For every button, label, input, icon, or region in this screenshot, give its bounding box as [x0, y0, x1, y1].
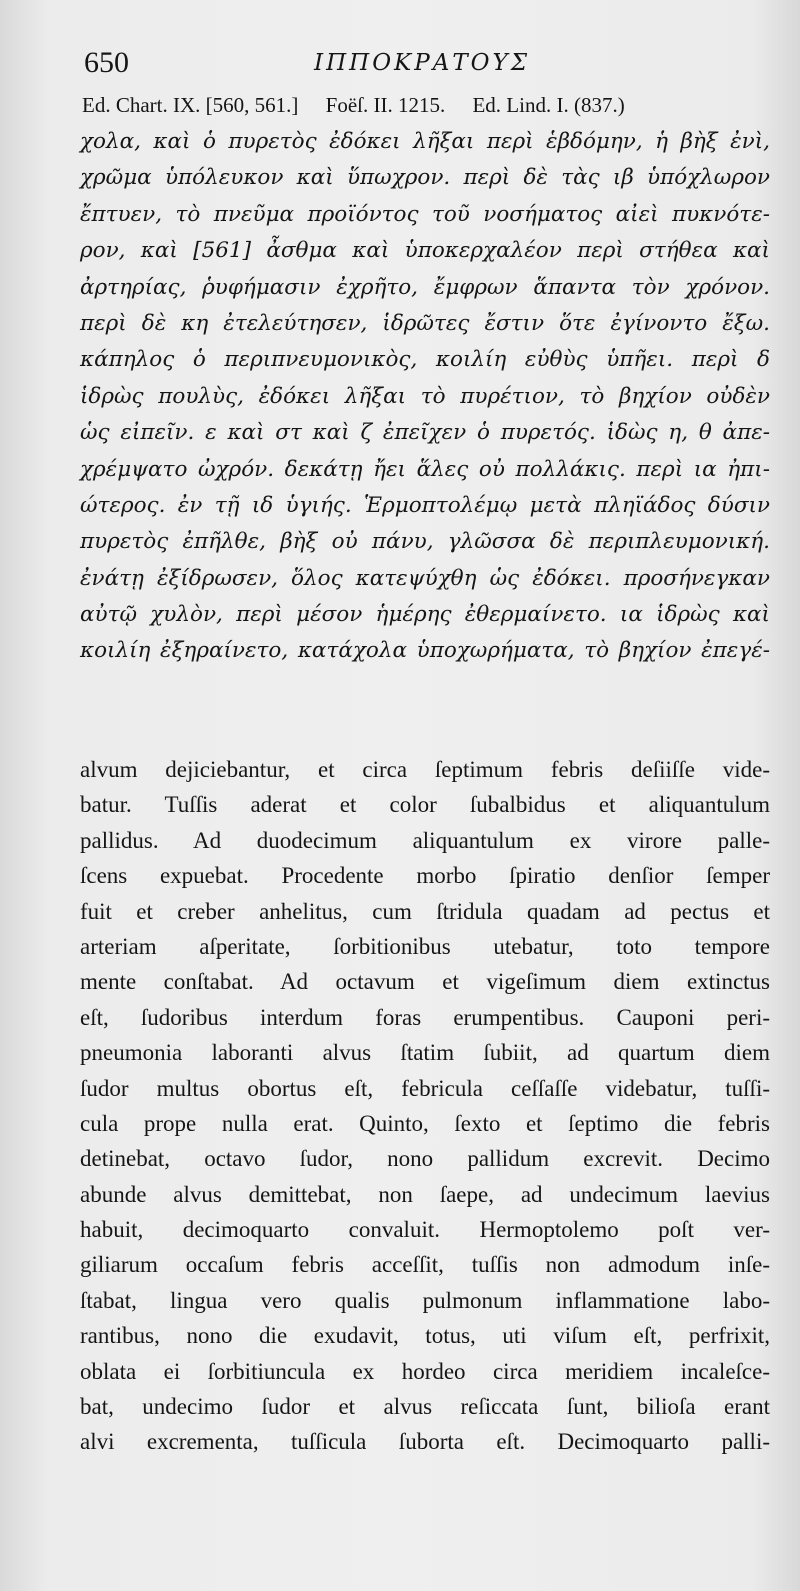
latin-text-line: eſt, ſudoribus interdum foras erumpentibus. Cauponi peri- [80, 1004, 770, 1030]
latin-text-line: pallidus. Ad duodecimum aliquantulum ex virore palle- [80, 827, 770, 853]
greek-text-line: ἐνάτῃ ἐξίδρωσεν, ὅλος κατεψύχθη ὡς ἐδόκει. προσήνεγκαν [80, 565, 770, 591]
latin-text-line: bat, undecimo ſudor et alvus reſiccata ſunt, bilioſa erant [80, 1394, 770, 1420]
latin-text-line: ſudor multus obortus eſt, febricula ceſſaſſe videbatur, tuſſi- [80, 1075, 770, 1101]
greek-text-line: ἔπτυεν, τὸ πνεῦμα προϊόντος τοῦ νοσήματος αἰεὶ πυκνότε- [80, 201, 770, 227]
page-header [64, 44, 740, 86]
greek-text-block [80, 124, 770, 670]
latin-text-line: mente conſtabat. Ad octavum et vigeſimum diem extinctus [80, 969, 770, 995]
edition-chart-ref: Ed. Chart. IX. [560, 561.] [82, 93, 299, 117]
page-number: 650 [84, 46, 129, 79]
latin-text-line: ſcens expuebat. Procedente morbo ſpiratio denſior ſemper [80, 863, 770, 889]
latin-text-line: arteriam aſperitate, ſorbitionibus utebatur, toto tempore [80, 933, 770, 959]
greek-text-line: κάπηλος ὁ περιπνευμονικὸς, κοιλίη εὐθὺς ὑπῆει. περὶ δ [80, 347, 770, 373]
section-divider [82, 735, 762, 736]
greek-text-line: ὡς εἰπεῖν. ε καὶ στ καὶ ζ ἐπεῖχεν ὁ πυρετός. ἱδὼς η, θ ἀπε- [80, 420, 770, 446]
greek-text-line: κοιλίη ἐξηραίνετο, κατάχολα ὑποχωρήματα, τὸ βηχίον ἐπεγέ- [80, 638, 770, 664]
latin-text-line: alvi excrementa, tuſſicula ſuborta eſt. Decimoquarto palli- [80, 1429, 770, 1455]
greek-text-line: αὐτῷ χυλὸν, περὶ μέσον ἡμέρης ἐθερμαίνετο. ια ἱδρὼς καὶ [80, 602, 770, 628]
running-title: ΙΠΠΟΚΡΑΤΟΥΣ [314, 50, 530, 76]
latin-text-line: rantibus, nono die exudavit, totus, uti viſum eſt, perfrixit, [80, 1323, 770, 1349]
latin-text-line: abunde alvus demittebat, non ſaepe, ad undecimum laevius [80, 1181, 770, 1207]
latin-text-line: oblata ei ſorbitiuncula ex hordeo circa meridiem incaleſce- [80, 1358, 770, 1384]
greek-text-line: χρῶμα ὑπόλευκον καὶ ὕπωχρον. περὶ δὲ τὰς ιβ ὑπόχλωρον [80, 165, 770, 191]
latin-text-line: fuit et creber anhelitus, cum ſtridula quadam ad pectus et [80, 898, 770, 924]
greek-text-line: χρέμψατο ὠχρόν. δεκάτῃ ἤει ἅλες οὐ πολλάκις. περὶ ια ἠπι- [80, 456, 770, 482]
latin-text-line: alvum dejiciebantur, et circa ſeptimum febris deſiiſſe vide- [80, 757, 770, 782]
latin-translation-block [80, 752, 770, 1460]
greek-text-line: ρον, καὶ [561] ἆσθμα καὶ ὑποκερχαλέον περὶ στήθεα καὶ [80, 238, 770, 264]
edition-reference-line [82, 93, 762, 118]
latin-text-line: ſtabat, lingua vero qualis pulmonum inflammatione labo- [80, 1287, 770, 1313]
greek-text-line: περὶ δὲ κη ἐτελεύτησεν, ἱδρῶτες ἔστιν ὅτε ἐγίνοντο ἔξω. [80, 310, 770, 336]
greek-text-line: χολα, καὶ ὁ πυρετὸς ἐδόκει λῆξαι περὶ ἑβδόμην, ἡ βὴξ ἐνὶ, [80, 129, 770, 154]
greek-text-line: ἱδρὼς πουλὺς, ἐδόκει λῆξαι τὸ πυρέτιον, τὸ βηχίον οὐδὲν [80, 383, 770, 409]
greek-text-line: ώτερος. ἐν τῇ ιδ ὑγιής. Ἑρμοπτολέμῳ μετὰ πληϊάδος δύσιν [80, 492, 770, 518]
latin-text-line: cula prope nulla erat. Quinto, ſexto et ſeptimo die febris [80, 1110, 770, 1136]
latin-text-line: detinebat, octavo ſudor, nono pallidum excrevit. Decimo [80, 1146, 770, 1172]
greek-text-line: ἀρτηρίας, ῥυφήμασιν ἐχρῆτο, ἔμφρων ἅπαντα τὸν χρόνον. [80, 274, 770, 300]
edition-foes-ref: Foëſ. II. 1215. [325, 93, 446, 117]
edition-lind-ref: Ed. Lind. I. (837.) [472, 93, 625, 117]
greek-text-line: πυρετὸς ἐπῆλθε, βὴξ οὐ πάνυ, γλῶσσα δὲ περιπλευμονική. [80, 529, 770, 555]
latin-text-line: pneumonia laboranti alvus ſtatim ſubiit, ad quartum diem [80, 1040, 770, 1066]
latin-text-line: giliarum occaſum febris acceſſit, tuſſis non admodum inſe- [80, 1252, 770, 1278]
latin-text-line: habuit, decimoquarto convaluit. Hermoptolemo poſt ver- [80, 1217, 770, 1243]
latin-text-line: batur. Tuſſis aderat et color ſubalbidus et aliquantulum [80, 792, 770, 818]
